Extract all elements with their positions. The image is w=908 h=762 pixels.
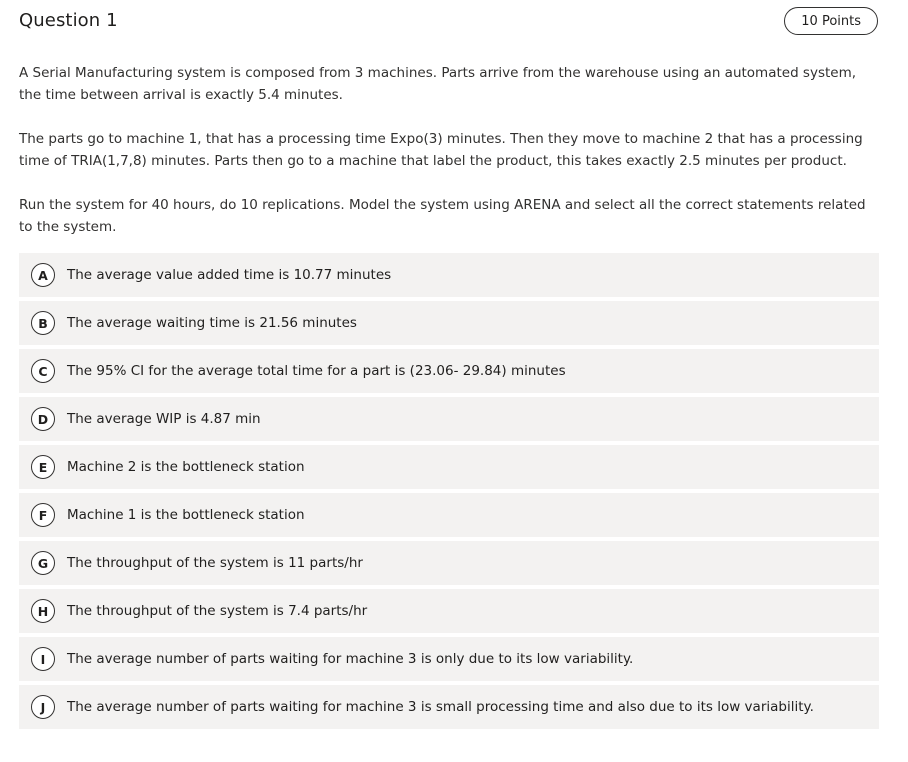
option-b[interactable]	[19, 301, 879, 345]
answer-options	[19, 253, 879, 733]
option-label: Machine 1 is the bottleneck station	[67, 507, 305, 523]
question-paragraph: A Serial Manufacturing system is composed from 3 machines. Parts arrive from the warehouse using an automated system, the time between arrival is exactly 5.4 minutes.	[19, 65, 857, 103]
option-label: Machine 2 is the bottleneck station	[67, 459, 305, 475]
option-g[interactable]	[19, 541, 879, 585]
option-label: The average waiting time is 21.56 minutes	[67, 315, 357, 331]
option-letter-badge: B	[31, 311, 55, 335]
question-body	[19, 62, 878, 260]
question-paragraph: The parts go to machine 1, that has a processing time Expo(3) minutes. Then they move to machine 2 that has a processing time of TRIA(1,7,8) minutes. Parts then go to a machine that label the product, this takes exactly 2.5 minutes per product.	[19, 131, 863, 169]
option-label: The 95% CI for the average total time for a part is (23.06- 29.84) minutes	[67, 363, 566, 379]
option-letter-badge: F	[31, 503, 55, 527]
option-label: The average WIP is 4.87 min	[67, 411, 261, 427]
option-letter-badge: E	[31, 455, 55, 479]
option-letter-badge: J	[31, 695, 55, 719]
option-f[interactable]	[19, 493, 879, 537]
option-letter-badge: I	[31, 647, 55, 671]
option-j[interactable]	[19, 685, 879, 729]
option-label: The average number of parts waiting for machine 3 is small processing time and also due to its low variability.	[67, 699, 814, 715]
option-label: The average number of parts waiting for machine 3 is only due to its low variability.	[67, 651, 634, 667]
option-letter-badge: A	[31, 263, 55, 287]
option-d[interactable]	[19, 397, 879, 441]
option-h[interactable]	[19, 589, 879, 633]
option-i[interactable]	[19, 637, 879, 681]
option-a[interactable]	[19, 253, 879, 297]
option-c[interactable]	[19, 349, 879, 393]
option-letter-badge: H	[31, 599, 55, 623]
option-label: The throughput of the system is 11 parts/hr	[67, 555, 363, 571]
option-letter-badge: C	[31, 359, 55, 383]
points-badge: 10 Points	[784, 7, 878, 35]
option-letter-badge: D	[31, 407, 55, 431]
option-label: The throughput of the system is 7.4 parts/hr	[67, 603, 368, 619]
question-title: Question 1	[19, 10, 118, 31]
question-paragraph: Run the system for 40 hours, do 10 replications. Model the system using ARENA and select all the correct statements related to the system.	[19, 197, 866, 235]
option-letter-badge: G	[31, 551, 55, 575]
question-header	[19, 7, 878, 37]
option-label: The average value added time is 10.77 minutes	[67, 267, 392, 283]
option-e[interactable]	[19, 445, 879, 489]
